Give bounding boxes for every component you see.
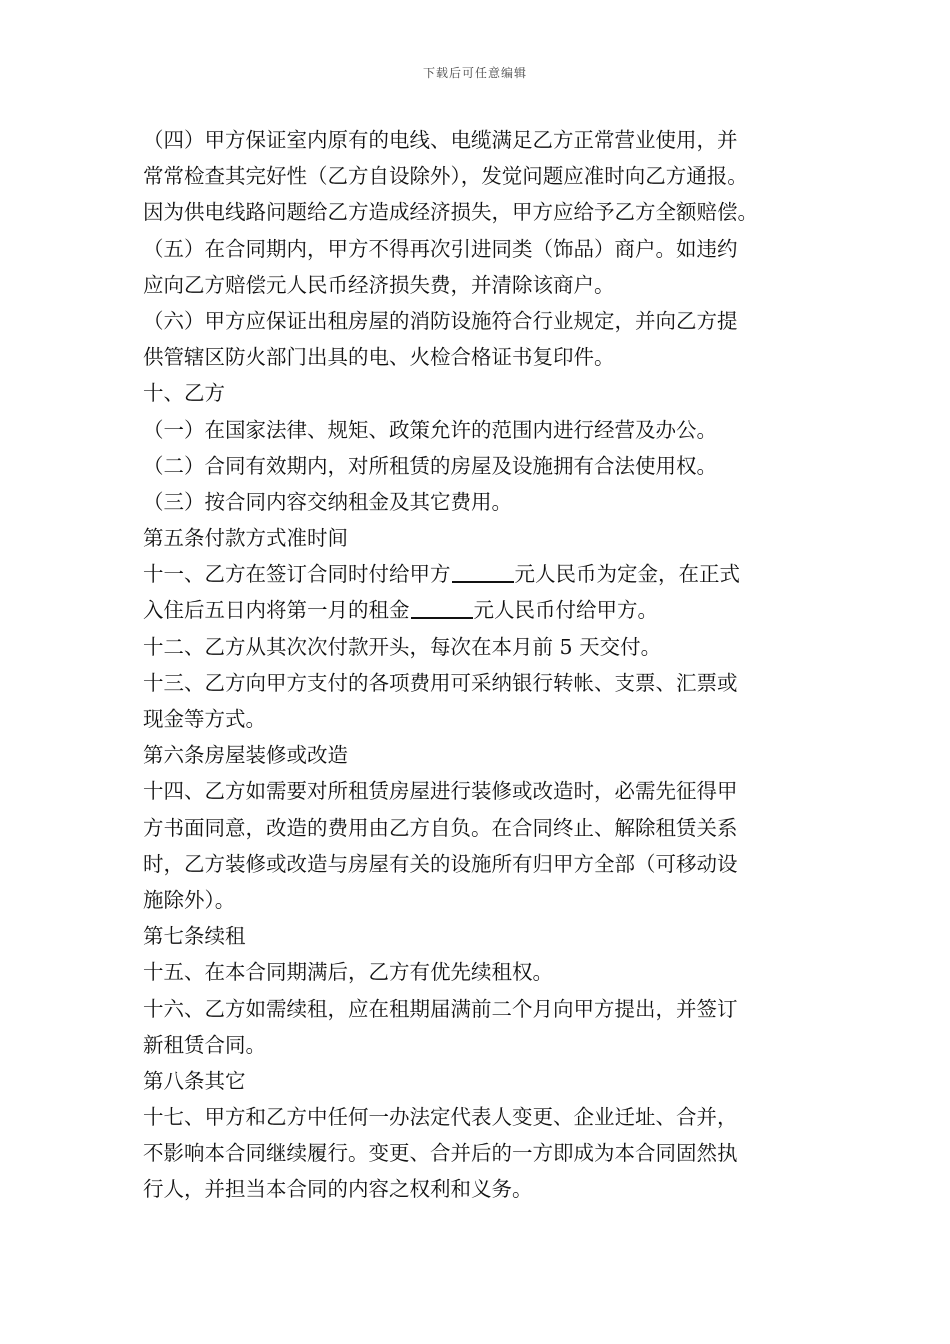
text-line: （五）在合同期内，甲方不得再次引进同类（饰品）商户。如违约: [143, 236, 738, 261]
text-line: 十三、乙方向甲方支付的各项费用可采纳银行转帐、支票、汇票或: [143, 670, 738, 695]
text-line: （三）按合同内容交纳租金及其它费用。: [143, 489, 512, 514]
text-line: 十六、乙方如需续租，应在租期届满前二个月向甲方提出，并签订: [143, 996, 738, 1021]
text-line: （一）在国家法律、规矩、政策允许的范围内进行经营及办公。: [143, 417, 717, 442]
text-line: 方书面同意，改造的费用由乙方自负。在合同终止、解除租赁关系: [143, 815, 738, 840]
text-line: 行人，并担当本合同的内容之权利和义务。: [143, 1177, 533, 1202]
article-heading: 第七条续租: [143, 924, 246, 949]
text-line: 现金等方式。: [143, 707, 266, 731]
text-line: （四）甲方保证室内原有的电线、电缆满足乙方正常营业使用，并: [143, 128, 738, 152]
text-line: 十五、在本合同期满后，乙方有优先续租权。: [143, 960, 553, 985]
text-line: （二）合同有效期内，对所租赁的房屋及设施拥有合法使用权。: [143, 453, 717, 478]
text-line: 时，乙方装修或改造与房屋有关的设施所有归甲方全部（可移动设: [143, 851, 738, 876]
document-body: [143, 122, 823, 1208]
article-heading: 第八条其它: [143, 1068, 246, 1093]
text-line: 十七、甲方和乙方中任何一办法定代表人变更、企业迁址、合并，: [143, 1105, 738, 1130]
text-line: 不影响本合同继续履行。变更、合并后的一方即成为本合同固然执: [143, 1141, 738, 1166]
text-line: 新租赁合同。: [143, 1032, 266, 1057]
text-line: 十四、乙方如需要对所租赁房屋进行装修或改造时，必需先征得甲: [143, 779, 738, 804]
section-heading: 十、乙方: [143, 381, 225, 406]
article-heading: 第六条房屋装修或改造: [143, 743, 348, 768]
fill-in-blank: [411, 595, 473, 619]
text-line-with-blank: [143, 556, 823, 592]
text-line: 施除外）。: [143, 887, 236, 912]
text-line: 因为供电线路问题给乙方造成经济损失，甲方应给予乙方全额赔偿。: [143, 200, 758, 225]
text-line: 供管辖区防火部门出具的电、火检合格证书复印件。: [143, 345, 615, 370]
text-segment: 元人民币付给甲方。: [473, 598, 658, 623]
text-line: 十二、乙方从其次次付款开头，每次在本月前 5 天交付。: [143, 634, 662, 659]
text-line-with-blank: [143, 592, 823, 628]
text-segment: 入住后五日内将第一月的租金: [143, 598, 410, 623]
page-header: 下载后可任意编辑: [422, 66, 527, 80]
fill-in-blank: [452, 559, 514, 583]
text-segment: 十一、乙方在签订合同时付给甲方: [143, 562, 451, 587]
article-heading: 第五条付款方式准时间: [143, 526, 348, 551]
text-line: 常常检查其完好性（乙方自设除外），发觉问题应准时向乙方通报。: [143, 164, 748, 189]
text-line: （六）甲方应保证出租房屋的消防设施符合行业规定，并向乙方提: [143, 308, 738, 333]
text-line: 应向乙方赔偿元人民币经济损失费，并清除该商户。: [143, 272, 615, 297]
text-segment: 元人民币为定金，在正式: [514, 562, 740, 587]
